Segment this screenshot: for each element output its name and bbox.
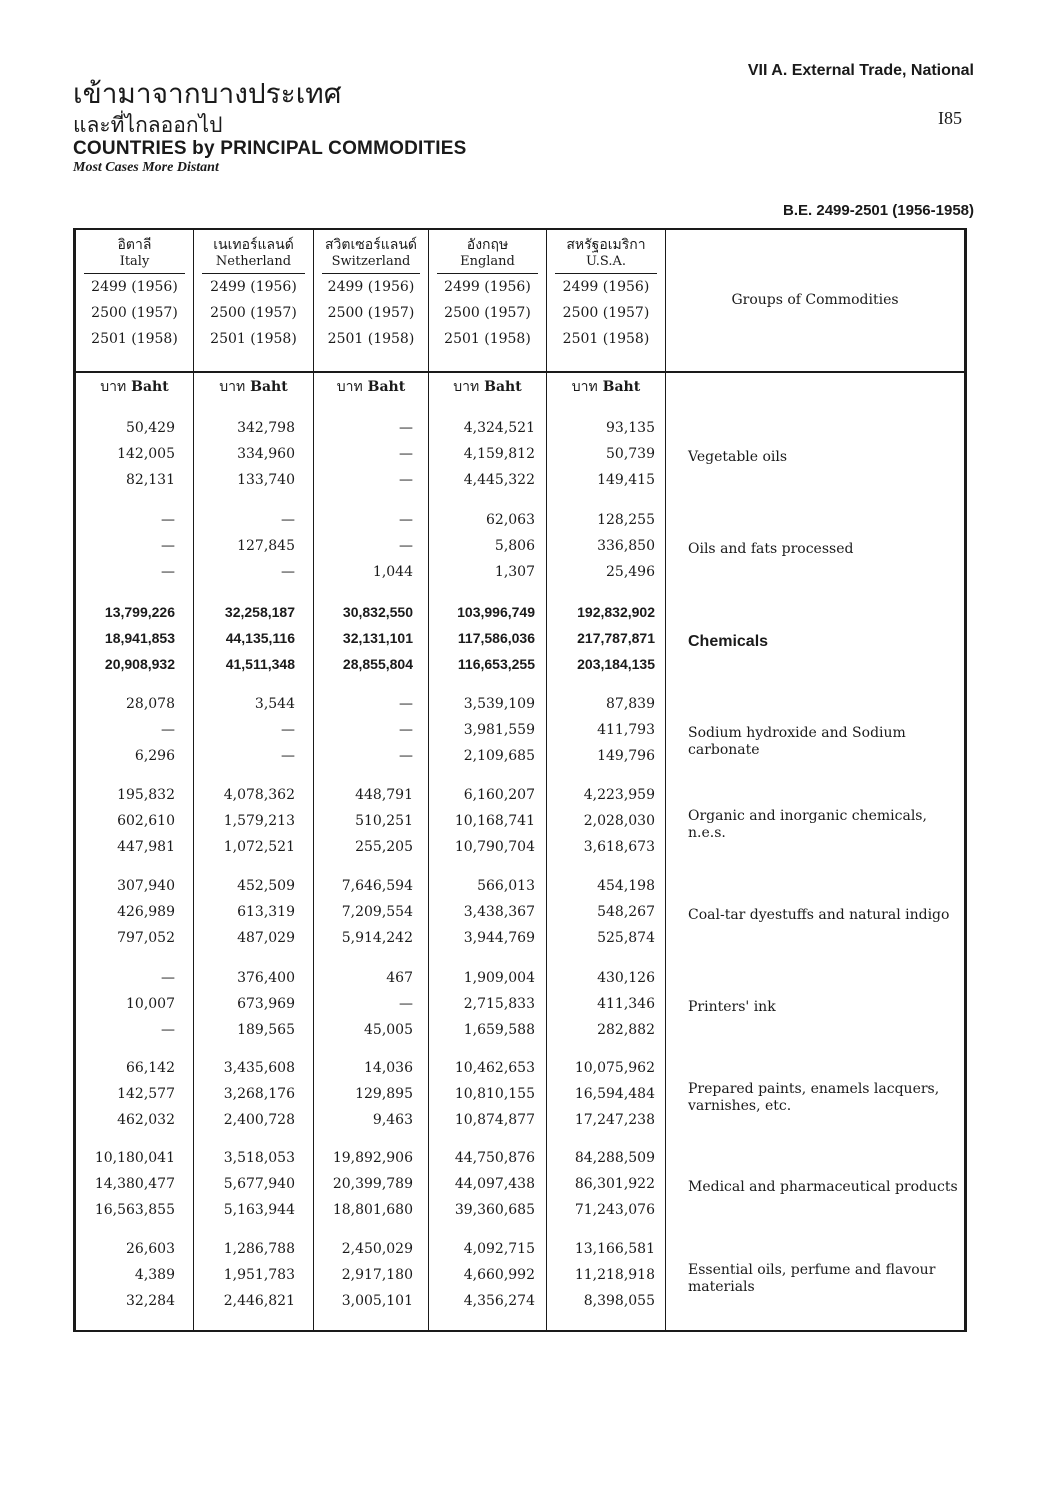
table-cell: 82,131	[126, 472, 175, 488]
column-header	[314, 236, 428, 371]
table-cell: 3,618,673	[583, 839, 655, 855]
table-cell: 452,509	[237, 878, 295, 894]
table-row	[75, 837, 665, 863]
table-cell: 87,839	[606, 696, 655, 712]
table-cell: 4,445,322	[463, 472, 535, 488]
table-cell: 467	[386, 970, 413, 986]
unit-thai: บาท	[571, 379, 598, 395]
column-header	[429, 236, 546, 371]
table-row	[75, 746, 665, 772]
table-cell: 10,790,704	[454, 839, 535, 855]
table-cell: 32,131,101	[342, 630, 413, 646]
table-cell: 45,005	[364, 1022, 413, 1038]
table-cell: 20,908,932	[104, 656, 175, 672]
table-cell: 2,450,029	[341, 1241, 413, 1257]
commodity-group-name: Sodium hydroxide and Sodium carbonate	[688, 725, 906, 758]
table-cell: —	[399, 472, 413, 488]
header-divider	[73, 371, 967, 373]
year-label: 2499 (1956)	[444, 279, 531, 295]
table-cell: 342,798	[237, 420, 295, 436]
commodity-group	[75, 1058, 665, 1136]
commodity-group-name: Organic and inorganic chemicals, n.e.s.	[688, 808, 927, 841]
table-cell: 71,243,076	[574, 1202, 655, 1218]
table-row	[75, 1084, 665, 1110]
table-cell: 255,205	[355, 839, 413, 855]
table-cell: 11,218,918	[574, 1267, 655, 1283]
table-cell: 411,346	[597, 996, 655, 1012]
commodity-group	[75, 785, 665, 863]
unit-thai: บาท	[219, 379, 246, 395]
column-divider	[665, 228, 666, 1332]
table-cell: 44,097,438	[454, 1176, 535, 1192]
commodity-group	[75, 1148, 665, 1226]
table-row	[75, 628, 665, 654]
column-thai-name: สหรัฐอเมริกา	[566, 237, 646, 253]
table-cell: —	[399, 512, 413, 528]
unit-label	[194, 376, 313, 398]
table-cell: 13,166,581	[574, 1241, 655, 1257]
table-cell: 1,044	[372, 564, 413, 580]
table-row	[75, 1200, 665, 1226]
table-cell: 282,882	[597, 1022, 655, 1038]
commodity-group-name: Coal-tar dyestuffs and natural indigo	[688, 907, 950, 923]
table-cell: 10,810,155	[454, 1086, 535, 1102]
table-cell: —	[281, 748, 295, 764]
table-cell: 3,539,109	[463, 696, 535, 712]
table-cell: —	[161, 970, 175, 986]
table-cell: 20,399,789	[332, 1176, 413, 1192]
table-row	[75, 1110, 665, 1136]
table-cell: —	[161, 564, 175, 580]
unit-label	[76, 376, 193, 398]
column-english-name: Italy	[84, 254, 185, 274]
period-label: B.E. 2499-2501 (1956-1958)	[783, 202, 974, 219]
table-row	[75, 1148, 665, 1174]
table-row	[75, 1265, 665, 1291]
table-cell: 10,180,041	[94, 1150, 175, 1166]
table-row	[75, 968, 665, 994]
table-cell: —	[281, 722, 295, 738]
column-english-name: U.S.A.	[555, 254, 657, 274]
unit-thai: บาท	[100, 379, 127, 395]
table-cell: 426,989	[117, 904, 175, 920]
table-cell: 16,594,484	[574, 1086, 655, 1102]
commodity-group	[75, 694, 665, 772]
table-cell: 2,715,833	[463, 996, 535, 1012]
year-label: 2501 (1958)	[91, 331, 178, 347]
column-header	[194, 236, 313, 371]
table-cell: —	[399, 420, 413, 436]
table-cell: 6,160,207	[463, 787, 535, 803]
table-cell: 10,168,741	[454, 813, 535, 829]
commodity-group-name: Chemicals	[688, 633, 769, 650]
table-cell: 4,092,715	[463, 1241, 535, 1257]
table-cell: 613,319	[237, 904, 295, 920]
page-number: I85	[938, 108, 962, 128]
table-cell: —	[161, 722, 175, 738]
table-cell: 128,255	[597, 512, 655, 528]
table-cell: 2,028,030	[583, 813, 655, 829]
table-cell: 1,951,783	[223, 1267, 295, 1283]
column-english-name: England	[437, 254, 538, 274]
table-cell: 192,832,902	[577, 604, 655, 620]
table-cell: 28,855,804	[342, 656, 413, 672]
table-row	[75, 602, 665, 628]
commodity-group	[75, 418, 665, 496]
table-row	[75, 928, 665, 954]
table-cell: 797,052	[117, 930, 175, 946]
table-row	[75, 418, 665, 444]
table-cell: 1,579,213	[223, 813, 295, 829]
year-label: 2499 (1956)	[210, 279, 297, 295]
table-cell: 14,380,477	[94, 1176, 175, 1192]
table-row	[75, 720, 665, 746]
table-cell: —	[399, 748, 413, 764]
table-row	[75, 694, 665, 720]
table-row	[75, 811, 665, 837]
commodity-group-name: Medical and pharmaceutical products	[688, 1179, 958, 1195]
table-cell: 1,909,004	[463, 970, 535, 986]
table-cell: 334,960	[237, 446, 295, 462]
unit-thai: บาท	[453, 379, 480, 395]
table-cell: 411,793	[597, 722, 655, 738]
year-label: 2500 (1957)	[91, 305, 178, 321]
table-cell: 41,511,348	[225, 656, 295, 672]
table-row	[75, 1058, 665, 1084]
table-cell: 32,284	[126, 1293, 175, 1309]
unit-label	[314, 376, 428, 398]
table-cell: 1,659,588	[463, 1022, 535, 1038]
table-cell: 10,462,653	[454, 1060, 535, 1076]
column-english-name: Switzerland	[322, 254, 420, 274]
commodity-group	[75, 510, 665, 588]
table-row	[75, 876, 665, 902]
table-cell: 487,029	[237, 930, 295, 946]
table-cell: 5,677,940	[223, 1176, 295, 1192]
unit-english: Baht	[602, 379, 641, 395]
table-cell: 3,518,053	[223, 1150, 295, 1166]
year-label: 2499 (1956)	[327, 279, 415, 295]
table-row	[75, 1020, 665, 1046]
table-cell: 133,740	[237, 472, 295, 488]
table-cell: 25,496	[606, 564, 655, 580]
table-cell: 44,135,116	[225, 630, 295, 646]
table-cell: 1,072,521	[223, 839, 295, 855]
table-cell: 26,603	[126, 1241, 175, 1257]
table-cell: 142,005	[117, 446, 175, 462]
table-cell: 10,007	[126, 996, 175, 1012]
table-cell: 39,360,685	[454, 1202, 535, 1218]
table-cell: 66,142	[126, 1060, 175, 1076]
year-label: 2500 (1957)	[327, 305, 415, 321]
table-cell: —	[399, 996, 413, 1012]
year-label: 2501 (1958)	[210, 331, 297, 347]
table-row	[75, 1291, 665, 1317]
table-cell: 307,940	[117, 878, 175, 894]
table-cell: 447,981	[117, 839, 175, 855]
table-cell: —	[281, 512, 295, 528]
table-cell: 602,610	[117, 813, 175, 829]
table-cell: 18,941,853	[104, 630, 175, 646]
table-cell: 103,996,749	[457, 604, 535, 620]
table-cell: —	[399, 538, 413, 554]
table-cell: 548,267	[597, 904, 655, 920]
table-cell: 5,806	[494, 538, 535, 554]
table-cell: 10,075,962	[574, 1060, 655, 1076]
table-cell: 1,307	[494, 564, 535, 580]
table-cell: 448,791	[355, 787, 413, 803]
table-cell: 14,036	[364, 1060, 413, 1076]
commodity-group	[75, 876, 665, 954]
table-cell: 217,787,871	[577, 630, 655, 646]
table-cell: 454,198	[597, 878, 655, 894]
table-cell: 6,296	[134, 748, 175, 764]
table-cell: 116,653,255	[457, 656, 535, 672]
table-cell: 149,415	[597, 472, 655, 488]
table-cell: 28,078	[126, 696, 175, 712]
table-cell: —	[399, 696, 413, 712]
column-header	[547, 236, 665, 371]
table-cell: 84,288,509	[574, 1150, 655, 1166]
table-cell: 4,389	[134, 1267, 175, 1283]
year-label: 2499 (1956)	[91, 279, 178, 295]
table-cell: 525,874	[597, 930, 655, 946]
table-cell: 3,268,176	[223, 1086, 295, 1102]
table-cell: 430,126	[597, 970, 655, 986]
table-row	[75, 1239, 665, 1265]
table-cell: 195,832	[117, 787, 175, 803]
table-cell: —	[161, 1022, 175, 1038]
table-cell: 7,646,594	[341, 878, 413, 894]
column-thai-name: อิตาลี	[117, 237, 152, 253]
table-cell: 3,005,101	[341, 1293, 413, 1309]
table-cell: 4,223,959	[583, 787, 655, 803]
table-cell: 3,435,608	[223, 1060, 295, 1076]
table-cell: 32,258,187	[224, 604, 295, 620]
unit-english: Baht	[131, 379, 169, 395]
table-cell: 510,251	[355, 813, 413, 829]
table-cell: 44,750,876	[454, 1150, 535, 1166]
year-label: 2501 (1958)	[562, 331, 650, 347]
table-cell: 3,438,367	[463, 904, 535, 920]
table-cell: 673,969	[237, 996, 295, 1012]
table-row	[75, 470, 665, 496]
commodity-group-name: Essential oils, perfume and flavour materials	[688, 1262, 936, 1295]
table-cell: 203,184,135	[577, 656, 655, 672]
year-label: 2500 (1957)	[562, 305, 650, 321]
year-label: 2500 (1957)	[210, 305, 297, 321]
commodity-group	[75, 968, 665, 1046]
unit-thai: บาท	[336, 379, 363, 395]
table-cell: 127,845	[237, 538, 295, 554]
column-thai-name: เนเทอร์แลนด์	[213, 237, 294, 253]
table-cell: 18,801,680	[332, 1202, 413, 1218]
unit-english: Baht	[250, 379, 288, 395]
table-cell: 2,109,685	[463, 748, 535, 764]
table-cell: 50,739	[606, 446, 655, 462]
table-cell: 9,463	[372, 1112, 413, 1128]
table-cell: —	[281, 564, 295, 580]
table-cell: 16,563,855	[94, 1202, 175, 1218]
unit-label	[547, 376, 665, 398]
table-cell: 2,917,180	[341, 1267, 413, 1283]
table-cell: 10,874,877	[454, 1112, 535, 1128]
english-subtitle: Most Cases More Distant	[73, 160, 219, 175]
table-cell: 2,446,821	[223, 1293, 295, 1309]
table-row	[75, 994, 665, 1020]
commodity-group	[75, 602, 665, 680]
table-cell: 5,914,242	[341, 930, 413, 946]
table-cell: 5,163,944	[223, 1202, 295, 1218]
table-cell: 3,544	[254, 696, 295, 712]
table-cell: 376,400	[237, 970, 295, 986]
table-cell: —	[161, 512, 175, 528]
table-cell: —	[399, 446, 413, 462]
table-cell: 7,209,554	[341, 904, 413, 920]
table-cell: 149,796	[597, 748, 655, 764]
table-row	[75, 444, 665, 470]
table-cell: 50,429	[126, 420, 175, 436]
table-cell: 3,944,769	[463, 930, 535, 946]
table-row	[75, 562, 665, 588]
english-title: COUNTRIES by PRINCIPAL COMMODITIES	[73, 138, 467, 159]
table-cell: —	[161, 538, 175, 554]
table-cell: 129,895	[355, 1086, 413, 1102]
table-cell: 13,799,226	[104, 604, 175, 620]
table-cell: 17,247,238	[574, 1112, 655, 1128]
table-row	[75, 785, 665, 811]
commodity-group	[75, 1239, 665, 1317]
commodity-group-name: Printers' ink	[688, 999, 776, 1015]
table-cell: 4,078,362	[223, 787, 295, 803]
table-row	[75, 510, 665, 536]
thai-subtitle: และที่ไกลออกไป	[73, 113, 223, 137]
commodity-group-name: Prepared paints, enamels lacquers, varnishes, etc.	[688, 1081, 940, 1114]
column-thai-name: อังกฤษ	[466, 237, 509, 253]
commodity-group-name: Oils and fats processed	[688, 541, 854, 557]
table-cell: 4,660,992	[463, 1267, 535, 1283]
groups-header: Groups of Commodities	[731, 292, 899, 308]
page-heading	[73, 78, 467, 176]
unit-english: Baht	[367, 379, 406, 395]
table-cell: 4,159,812	[463, 446, 535, 462]
table-row	[75, 1174, 665, 1200]
table-cell: 30,832,550	[342, 604, 413, 620]
year-label: 2501 (1958)	[444, 331, 531, 347]
table-cell: 189,565	[237, 1022, 295, 1038]
year-label: 2500 (1957)	[444, 305, 531, 321]
table-cell: 19,892,906	[332, 1150, 413, 1166]
year-label: 2501 (1958)	[327, 331, 415, 347]
table-cell: 93,135	[606, 420, 655, 436]
year-label: 2499 (1956)	[562, 279, 650, 295]
commodity-group-name: Vegetable oils	[688, 449, 788, 465]
table-row	[75, 654, 665, 680]
table-cell: 62,063	[486, 512, 535, 528]
table-cell: 4,324,521	[463, 420, 535, 436]
table-cell: 86,301,922	[574, 1176, 655, 1192]
table-cell: —	[399, 722, 413, 738]
thai-title: เข้ามาจากบางประเทศ	[73, 77, 342, 110]
table-cell: 4,356,274	[463, 1293, 535, 1309]
column-english-name: Netherland	[202, 254, 305, 274]
column-thai-name: สวิตเซอร์แลนด์	[325, 237, 417, 253]
unit-english: Baht	[484, 379, 522, 395]
table-row	[75, 902, 665, 928]
column-header	[76, 236, 193, 371]
table-row	[75, 536, 665, 562]
table-cell: 8,398,055	[583, 1293, 655, 1309]
table-cell: 3,981,559	[463, 722, 535, 738]
section-title: VII A. External Trade, National	[747, 62, 974, 79]
table-cell: 2,400,728	[223, 1112, 295, 1128]
table-cell: 1,286,788	[223, 1241, 295, 1257]
table-cell: 336,850	[597, 538, 655, 554]
table-cell: 117,586,036	[457, 630, 535, 646]
table-cell: 462,032	[117, 1112, 175, 1128]
table-cell: 566,013	[477, 878, 535, 894]
unit-label	[429, 376, 546, 398]
table-cell: 142,577	[117, 1086, 175, 1102]
